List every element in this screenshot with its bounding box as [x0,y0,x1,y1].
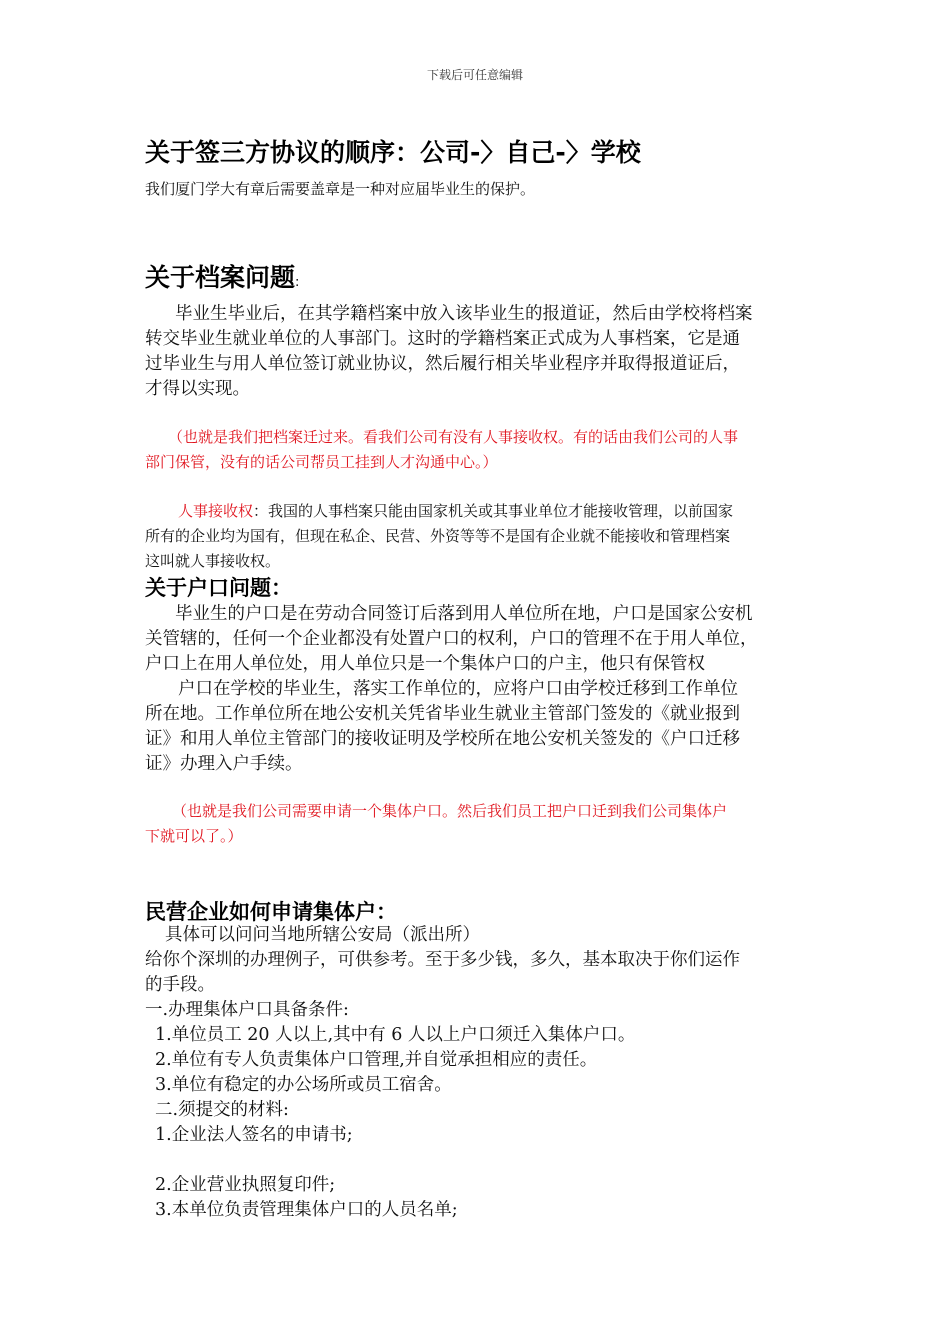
page-header: 下载后可任意编辑 [426,68,523,82]
archive-para-line: 过毕业生与用人单位签订就业协议，然后履行相关毕业程序并取得报道证后， [145,354,740,374]
archive-title-colon: : [295,275,300,290]
section-title-archive [145,258,299,294]
household-note-line: 下就可以了。） [145,827,243,845]
agreement-note: 我们厦门学大有章后需要盖章是一种对应届毕业生的保护。 [145,180,536,198]
collective-line: 3.本单位负责管理集体户口的人员名单; [155,1200,458,1220]
archive-note-line: 部门保管，没有的话公司帮员工挂到人才沟通中心。） [145,453,498,471]
archive-para-line: 才得以实现。 [145,379,250,399]
section-title-collective-household: 民营企业如何申请集体户： [145,900,397,924]
household-para-line: 毕业生的户口是在劳动合同签订后落到用人单位所在地，户口是国家公安机 [175,604,753,624]
collective-line: 3.单位有稳定的办公场所或员工宿舍。 [155,1075,452,1095]
collective-line: 具体可以问问当地所辖公安局（派出所） [165,925,480,945]
hr-right-term: 人事接收权 [178,502,254,520]
household-para-line: 证》办理入户手续。 [145,754,303,774]
collective-line: 1.单位员工 20 人以上,其中有 6 人以上户口须迁入集体户口。 [155,1025,636,1045]
collective-line: 2.单位有专人负责集体户口管理,并自觉承担相应的责任。 [155,1050,598,1070]
collective-line: 的手段。 [145,975,215,995]
section-title-agreement-order: 关于签三方协议的顺序：公司-〉自己-〉学校 [145,138,641,167]
hr-right-text: ：我国的人事档案只能由国家机关或其事业单位才能接收管理，以前国家 [253,502,734,520]
household-para-line: 户口在学校的毕业生，落实工作单位的，应将户口由学校迁移到工作单位 [178,679,738,699]
collective-line: 一.办理集体户口具备条件: [145,1000,349,1020]
household-para-line: 户口上在用人单位处，用人单位只是一个集体户口的户主，他只有保管权 [145,654,705,674]
hr-right-line: 所有的企业均为国有，但现在私企、民营、外资等等不是国有企业就不能接收和管理档案 [145,527,731,545]
collective-line: 2.企业营业执照复印件; [155,1175,336,1195]
household-para-line: 所在地。工作单位所在地公安机关凭省毕业生就业主管部门签发的《就业报到 [145,704,740,724]
archive-para-line: 毕业生毕业后，在其学籍档案中放入该毕业生的报道证，然后由学校将档案 [175,304,753,324]
archive-title-text: 关于档案问题 [145,263,296,292]
collective-line: 1.企业法人签名的申请书; [155,1125,353,1145]
archive-para-line: 转交毕业生就业单位的人事部门。这时的学籍档案正式成为人事档案，它是通 [145,329,740,349]
collective-line: 给你个深圳的办理例子，可供参考。至于多少钱，多久，基本取决于你们运作 [145,950,740,970]
archive-note-line: （也就是我们把档案迁过来。看我们公司有没有人事接收权。有的话由我们公司的人事 [168,428,739,446]
household-note-line: （也就是我们公司需要申请一个集体户口。然后我们员工把户口迁到我们公司集体户 [172,802,728,820]
hr-right-definition [178,500,733,521]
hr-right-line: 这叫就人事接收权。 [145,552,281,570]
household-para-line: 关管辖的，任何一个企业都没有处置户口的权利，户口的管理不在于用人单位， [145,629,758,649]
household-para-line: 证》和用人单位主管部门的接收证明及学校所在地公安机关签发的《户口迁移 [145,729,740,749]
collective-line: 二.须提交的材料: [155,1100,289,1120]
section-title-household: 关于户口问题： [145,576,292,600]
